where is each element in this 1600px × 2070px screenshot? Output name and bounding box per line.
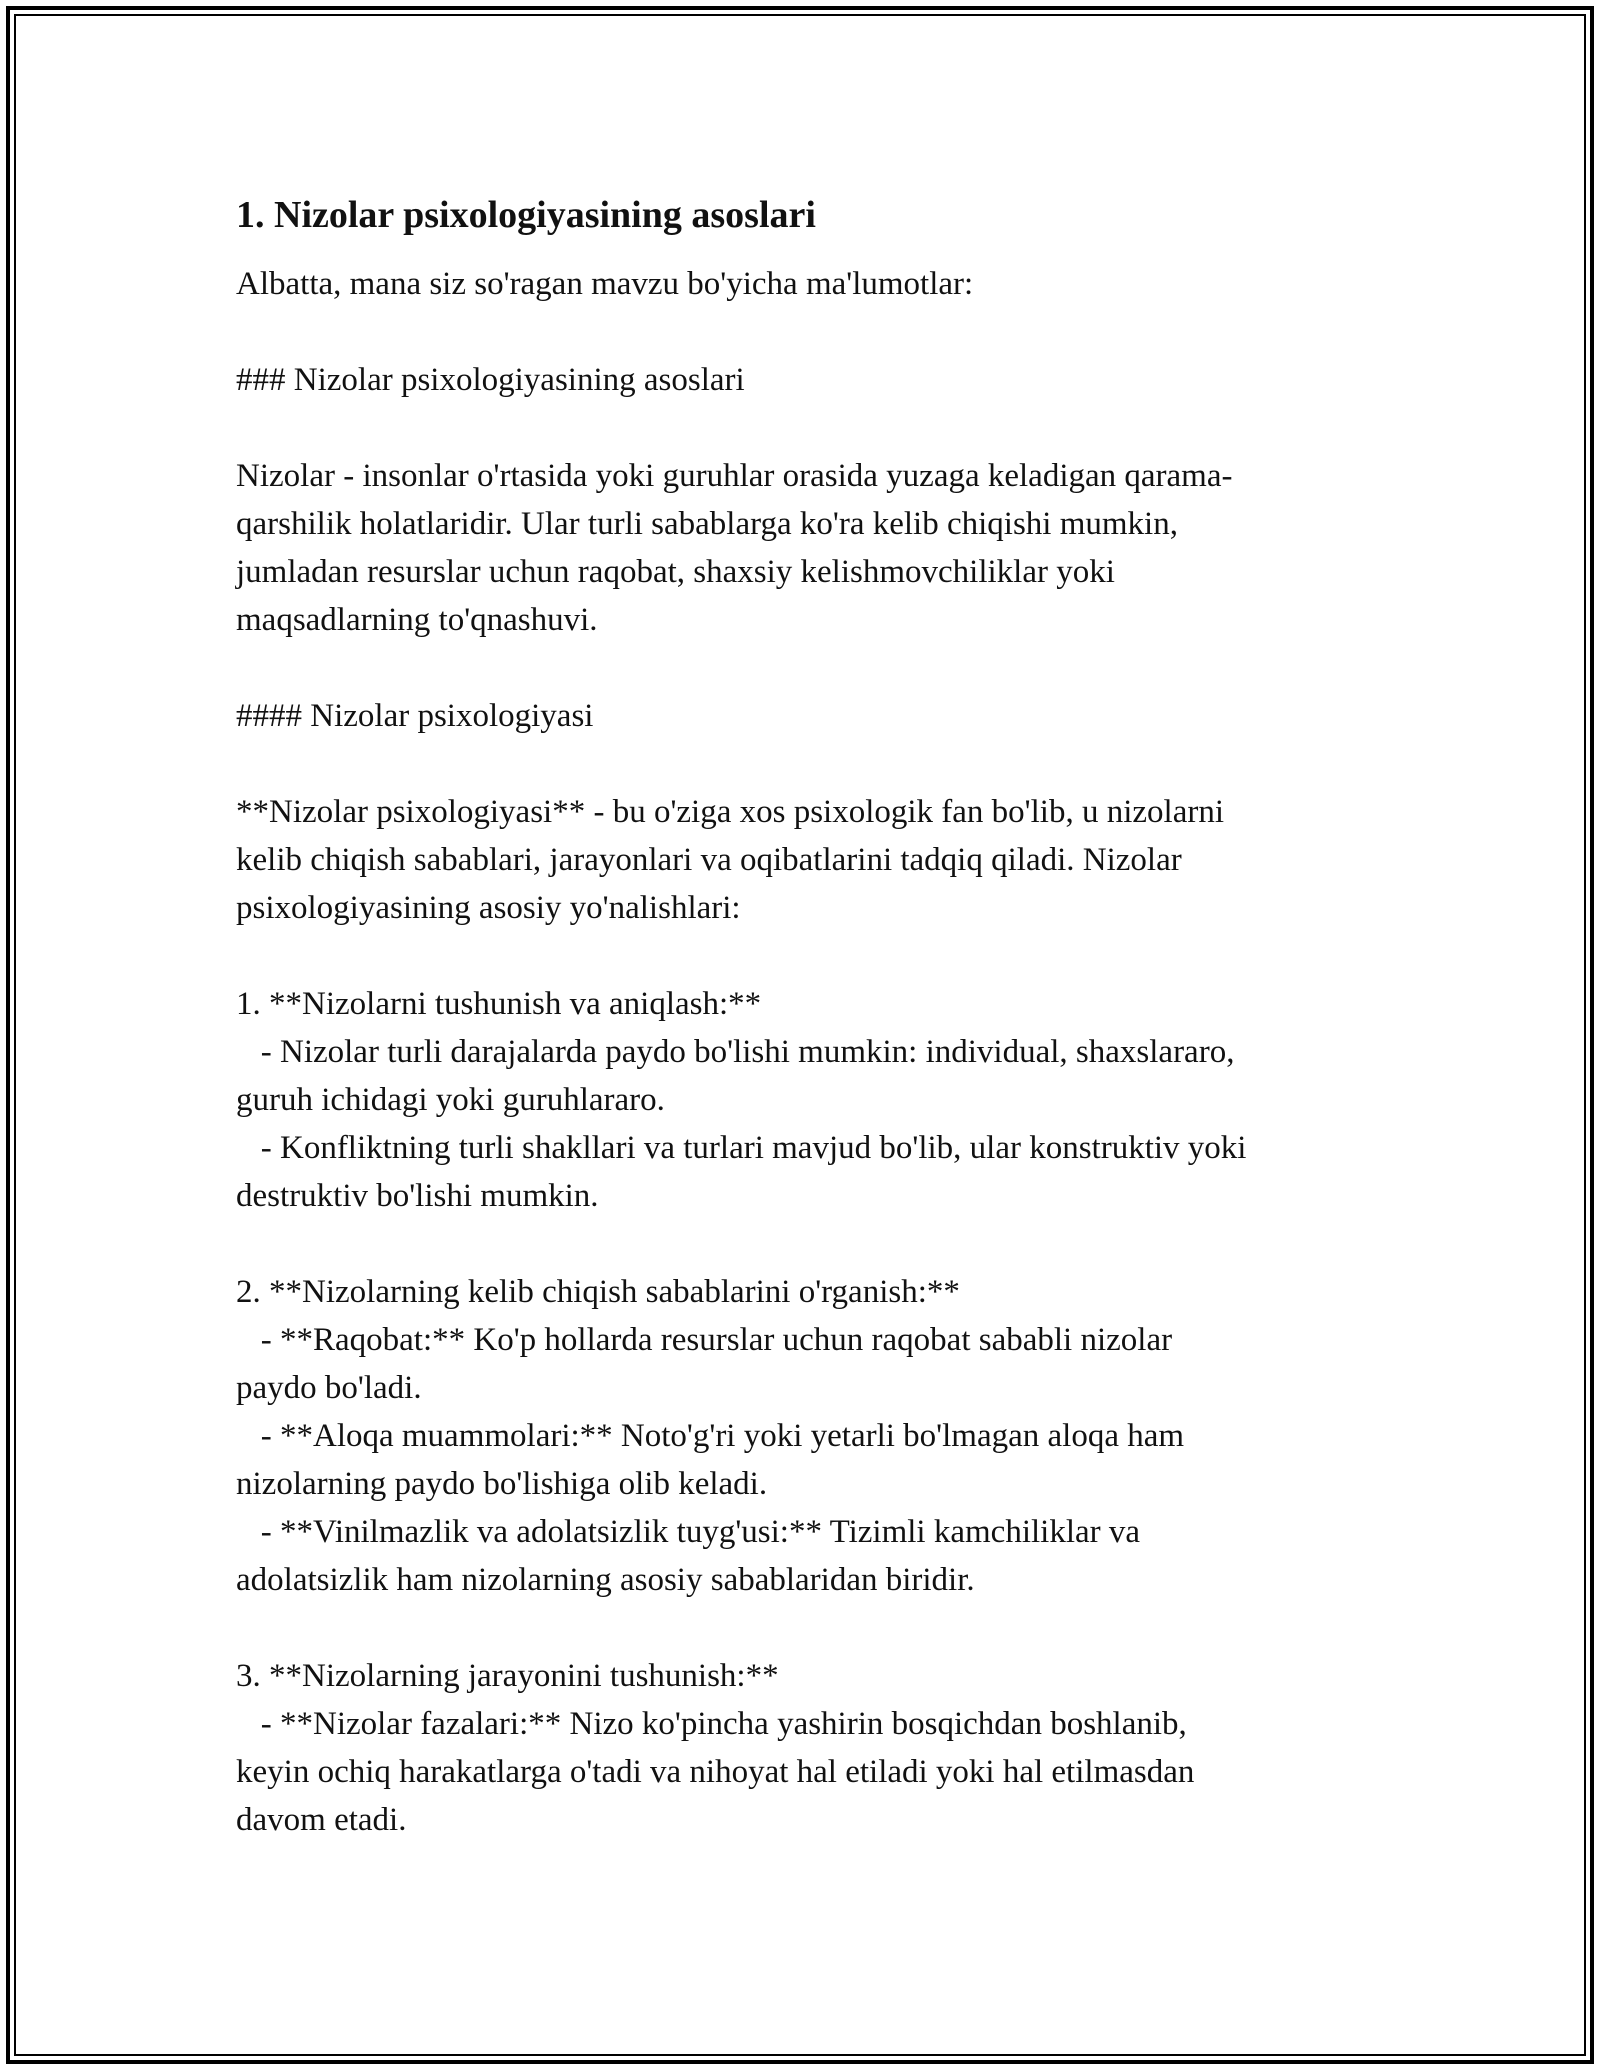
definition-paragraph: Nizolar - insonlar o'rtasida yoki guruhlar orasida yuzaga keladigan qarama- qarshilik holatlaridir. Ular turli sabablarga ko'ra kelib chiqishi mumkin, jumladan resurslar uchun raqobat, shaxsiy kelishmovchiliklar yoki maqsadlarning to'qnashuvi. (236, 458, 1233, 638)
list-item-1: 1. **Nizolarni tushunish va aniqlash:** - Nizolar turli darajalarda paydo bo'lishi mumkin: individual, shaxslararo, guruh ichidagi yoki guruhlararo. - Konfliktning turli shakllari va turlari mavjud bo'lib, ular konstruktiv yoki destruktiv bo'lishi mumkin. (236, 986, 1247, 1214)
section-heading-asoslari: ### Nizolar psixologiyasining asoslari (236, 362, 745, 398)
document-body (236, 188, 1366, 1892)
list-item-3: 3. **Nizolarning jarayonini tushunish:** - **Nizolar fazalari:** Nizo ko'pincha yashirin bosqichdan boshlanib, keyin ochiq harakatlarga o'tadi va nihoyat hal etiladi yoki hal etilmasdan davom etadi. (236, 1658, 1195, 1838)
list-item-2: 2. **Nizolarning kelib chiqish sabablarini o'rganish:** - **Raqobat:** Ko'p hollarda resurslar uchun raqobat sababli nizolar paydo bo'ladi. - **Aloqa muammolari:** Noto'g'ri yoki yetarli bo'lmagan aloqa ham nizolarning paydo bo'lishiga olib keladi. - **Vinilmazlik va adolatsizlik tuyg'usi:** Tizimli kamchiliklar va adolatsizlik ham nizolarning asosiy sabablaridan biridir. (236, 1274, 1185, 1598)
psychology-paragraph: **Nizolar psixologiyasi** - bu o'ziga xos psixologik fan bo'lib, u nizolarni kelib chiqish sabablari, jarayonlari va oqibatlarini tadqiq qiladi. Nizolar psixologiyasining asosiy yo'nalishlari: (236, 794, 1225, 926)
intro-paragraph: Albatta, mana siz so'ragan mavzu bo'yicha ma'lumotlar: (236, 266, 974, 302)
subsection-heading-psixologiyasi: #### Nizolar psixologiyasi (236, 698, 594, 734)
document-title: 1. Nizolar psixologiyasining asoslari (236, 194, 816, 236)
